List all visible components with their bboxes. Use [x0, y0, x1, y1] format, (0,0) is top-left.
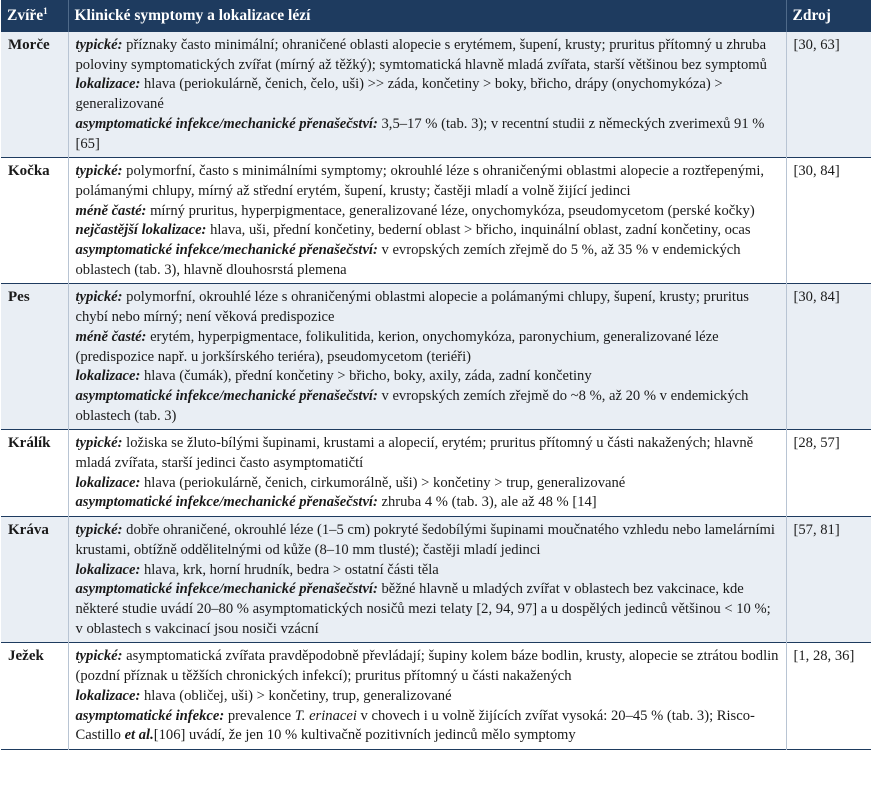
symptom-text: mírný pruritus, hyperpigmentace, generalizované léze, onychomykóza, pseudomycetom (perské kočky)	[146, 202, 755, 219]
symptom-label: lokalizace:	[75, 474, 141, 491]
symptom-line	[76, 221, 780, 241]
table-row	[1, 32, 871, 158]
symptom-label: asymptomatické infekce/mechanické přenašečství:	[75, 581, 378, 598]
source-cell: [28, 57]	[786, 430, 871, 517]
symptom-line	[76, 521, 780, 560]
animal-cell: Pes	[1, 284, 68, 430]
symptom-text: hlava, uši, přední končetiny, bederní oblast > břicho, inquinální oblast, zadní končetiny, ocas	[206, 222, 751, 239]
symptom-label: asymptomatické infekce/mechanické přenašečství:	[75, 242, 378, 259]
symptom-text: [106] uvádí, že jen 10 % kultivačně pozitivních jedinců mělo symptomy	[153, 727, 576, 744]
symptom-label: typické:	[75, 522, 123, 539]
symptom-text: prevalence	[224, 707, 295, 724]
symptom-line	[76, 367, 780, 387]
symptoms-cell	[68, 430, 786, 517]
symptom-label: lokalizace:	[75, 561, 141, 578]
symptom-text: polymorfní, okrouhlé léze s ohraničenými oblastmi alopecie a polámanými chlupy, šupení, krusty; pruritus chybí nebo mírný; není věková predispozice	[75, 289, 749, 326]
symptom-text: erytém, hyperpigmentace, folikulitida, kerion, onychomykóza, paronychium, generalizované léze (predispozice např. u jorkšírského teriéra), pseudomycetom (teriéři)	[75, 328, 719, 365]
symptom-label: typické:	[75, 37, 123, 53]
symptom-line	[76, 687, 780, 707]
symptom-text: hlava (čumák), přední končetiny > břicho, boky, axily, záda, zadní končetiny	[140, 368, 592, 385]
source-cell: [30, 84]	[786, 284, 871, 430]
symptom-line	[76, 115, 780, 154]
header-source: Zdroj	[786, 0, 871, 32]
animal-cell: Kočka	[1, 158, 68, 284]
source-cell: [57, 81]	[786, 517, 871, 643]
symptom-text: běžné hlavně u mladých zvířat v oblastech bez vakcinace, kde některé studie uvádí 20–80 % asymptomatických nosičů mezi telaty [2, 94, 97] a u dospělých jedinců většinou < 10 %; v oblastech s vakcinací jsou nosiči vzácní	[75, 581, 771, 637]
symptom-text: 3,5–17 % (tab. 3); v recentní studii z německých zverimexů 91 % [65]	[75, 115, 765, 152]
symptom-text: příznaky často minimální; ohraničené oblasti alopecie s erytémem, šupení, krusty; pruritus přítomný u zhruba poloviny symptomatických zvířat (mírný až těžký); symtomatická hlavně mladá zvířata, starší většinou bez symptomů	[75, 37, 767, 73]
symptoms-cell	[68, 158, 786, 284]
symptoms-cell	[68, 517, 786, 643]
symptom-text: hlava (obličej, uši) > končetiny, trup, generalizované	[140, 687, 452, 704]
symptom-line	[76, 580, 780, 639]
symptom-line	[76, 493, 780, 513]
symptom-line	[76, 647, 780, 686]
symptom-line	[76, 288, 780, 327]
symptom-line	[76, 202, 780, 222]
header-symptoms: Klinické symptomy a lokalizace lézí	[68, 0, 786, 32]
symptom-line	[76, 474, 780, 494]
symptom-text: asymptomatická zvířata pravděpodobně převládají; šupiny kolem báze bodlin, krusty, alopecie se ztrátou bodlin (pozdní příznak u těžších chronických infekcí); pruritus přítomný u části nakažených	[75, 648, 779, 685]
source-cell: [30, 84]	[786, 158, 871, 284]
symptom-label: typické:	[75, 163, 123, 180]
source-cell: [30, 63]	[786, 32, 871, 158]
animal-cell: Kráva	[1, 517, 68, 643]
symptom-line	[76, 434, 780, 473]
species-name: T. erinacei	[294, 707, 357, 724]
symptom-text: polymorfní, často s minimálními symptomy; okrouhlé léze s ohraničenými oblastmi alopecie a roztřepenými, polámanými chlupy, mírný až střední erytém, šupení, krusty; častěji mladí a volně žijící jedinci	[75, 163, 765, 199]
symptom-text: v evropských zemích zřejmě do 5 %, až 35 % v endemických oblastech (tab. 3), hlavně dlouhosrstá plemena	[75, 242, 741, 278]
symptom-label: méně časté:	[75, 328, 147, 345]
symptom-label: typické:	[75, 435, 123, 452]
symptom-label: lokalizace:	[75, 368, 141, 385]
table-row	[1, 284, 871, 430]
symptom-text: hlava, krk, horní hrudník, bedra > ostatní části těla	[140, 561, 439, 578]
symptoms-cell	[68, 32, 786, 158]
animal-cell: Morče	[1, 32, 68, 158]
symptom-line	[76, 162, 780, 201]
symptom-text: ložiska se žluto-bílými šupinami, krustami a alopecií, erytém; pruritus přítomný u části nakažených; hlavně mladá zvířata, starší jedinci často asymptomatičtí	[75, 435, 754, 472]
footnote-marker: 1	[43, 6, 48, 17]
symptom-label: méně časté:	[75, 202, 147, 219]
citation-etal: et al.	[124, 727, 154, 744]
table-row	[1, 517, 871, 643]
symptom-line	[76, 387, 780, 426]
symptom-text: zhruba 4 % (tab. 3), ale až 48 % [14]	[377, 494, 597, 511]
symptom-line	[76, 707, 780, 746]
symptom-text: dobře ohraničené, okrouhlé léze (1–5 cm) pokryté šedobílými šupinami moučnatého vzhledu nebo lamelárními krustami, obtížně oddělitelnými od kůže (8–10 mm tlusté); častěji mladí jedinci	[75, 522, 775, 558]
header-animal: Zvíře$^1$	[1, 0, 68, 32]
table-body	[1, 32, 871, 749]
animal-cell: Ježek	[1, 643, 68, 750]
symptom-label: asymptomatické infekce:	[75, 707, 225, 724]
symptom-line	[76, 328, 780, 367]
table-header	[1, 0, 871, 32]
symptoms-cell	[68, 643, 786, 750]
symptom-label: asymptomatické infekce/mechanické přenašečství:	[75, 387, 378, 404]
symptom-label: nejčastější lokalizace:	[75, 222, 207, 239]
symptom-line	[76, 36, 780, 75]
symptoms-cell	[68, 284, 786, 430]
symptom-label: typické:	[75, 648, 123, 665]
symptom-label: lokalizace:	[75, 76, 141, 93]
symptom-label: asymptomatické infekce/mechanické přenašečství:	[75, 115, 378, 132]
table-row	[1, 158, 871, 284]
symptom-text: v chovech i u volně žijících zvířat vysoká: 20–45 % (tab. 3); Risco-Castillo	[75, 707, 755, 744]
clinical-symptoms-table	[1, 0, 871, 750]
symptom-label: typické:	[75, 289, 123, 306]
table-row	[1, 430, 871, 517]
symptom-text: hlava (periokulárně, čenich, cirkumorálně, uši) > končetiny > trup, generalizované	[140, 474, 626, 491]
symptom-line	[76, 241, 780, 280]
symptom-line	[76, 561, 780, 581]
symptom-label: lokalizace:	[75, 687, 141, 704]
symptom-text: v evropských zemích zřejmě do ~8 %, až 20 % v endemických oblastech (tab. 3)	[75, 387, 749, 424]
header-row	[1, 0, 871, 32]
animal-cell: Králík	[1, 430, 68, 517]
table-row	[1, 643, 871, 750]
source-cell: [1, 28, 36]	[786, 643, 871, 750]
symptom-line	[76, 75, 780, 114]
symptom-text: hlava (periokulárně, čenich, čelo, uši) >> záda, končetiny > boky, břicho, drápy (onychomykóza) > generalizované	[75, 76, 723, 113]
symptom-label: asymptomatické infekce/mechanické přenašečství:	[75, 494, 378, 511]
